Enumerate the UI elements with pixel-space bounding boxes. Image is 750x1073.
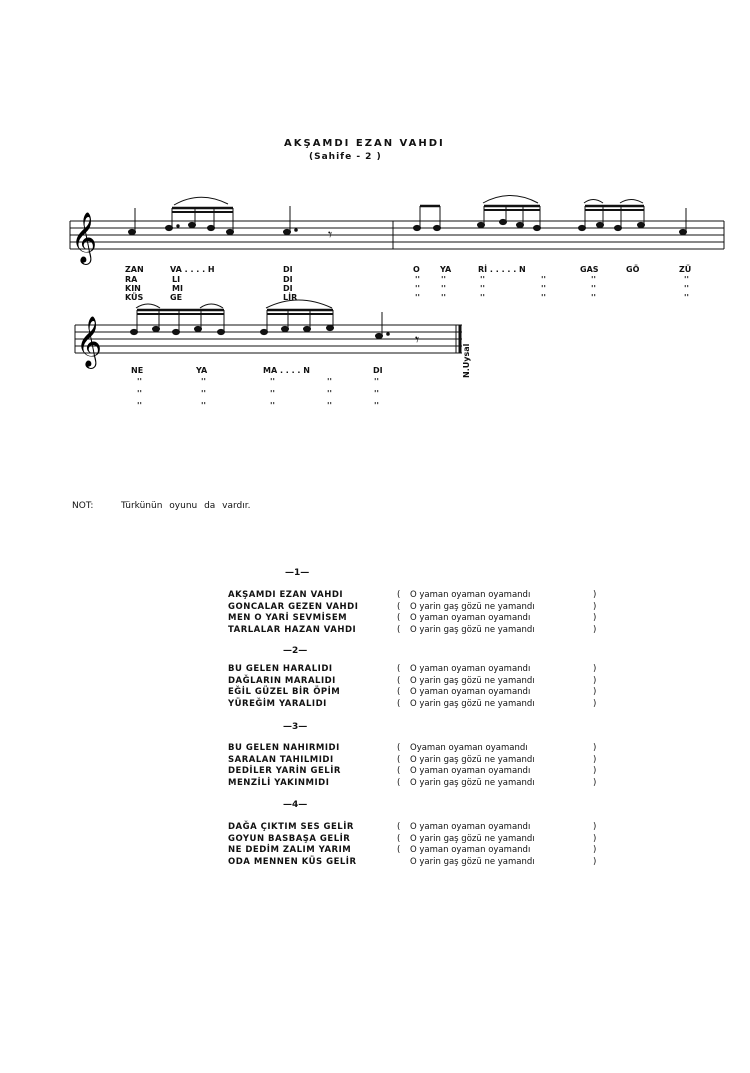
lyric: DI	[283, 265, 293, 274]
verse-line: ODA MENNEN KÜS GELİR	[228, 856, 357, 867]
lyric: ''	[441, 275, 446, 284]
verse-line: YÜREĞİM YARALIDI	[228, 698, 327, 709]
lyric: RA	[125, 275, 138, 284]
verse-line: MEN O YARİ SEVMİSEM	[228, 613, 348, 623]
treble-clef-icon: 𝄞	[76, 316, 103, 367]
refrain-line: O yarin gaş gözü ne yamandı	[410, 624, 535, 635]
verse-2-lines	[228, 664, 340, 710]
lyric: YA	[196, 366, 208, 375]
lyric: ''	[415, 293, 420, 302]
refrain-line: O yaman oyaman oyamandı	[410, 845, 531, 855]
lyric: ''	[201, 389, 206, 398]
lyric: ''	[415, 284, 420, 293]
lyric: ''	[480, 284, 485, 293]
verse-3-refrains	[410, 743, 535, 789]
page-subtitle: (Sahife - 2 )	[309, 152, 382, 162]
lyric: ''	[415, 275, 420, 284]
lyric: GE	[170, 293, 183, 302]
verse-line: MENZİLİ YAKINMIDI	[228, 777, 330, 788]
lyric: ''	[327, 401, 332, 410]
verse-line: NE DEDİM ZALIM YARIM	[228, 845, 352, 855]
treble-clef-icon: 𝄞	[71, 212, 98, 263]
lyric: ''	[137, 401, 142, 410]
lyric: ''	[374, 377, 379, 386]
verse-heading: —3—	[283, 722, 308, 732]
lyric: ''	[270, 401, 275, 410]
refrain-line: O yarin gaş gözü ne yamandı	[410, 856, 535, 867]
lyric: Rİ . . . . . N	[478, 265, 526, 274]
lyric: DI	[283, 275, 293, 284]
verse-2-refrains	[410, 664, 535, 710]
lyric: GÖ	[626, 265, 640, 274]
refrain-line: O yaman oyaman oyamandı	[410, 664, 531, 674]
lyric: ''	[591, 284, 596, 293]
refrain-line: O yarin gaş gözü ne yamandı	[410, 754, 535, 765]
lyric: NE	[131, 366, 144, 375]
lyric: ZAN	[125, 265, 144, 274]
verse-heading: —4—	[283, 800, 308, 810]
refrain-line: O yaman oyaman oyamandı	[410, 613, 531, 623]
refrain-line: O yarin gaş gözü ne yamandı	[410, 833, 535, 844]
refrain-line: Oyaman oyaman oyamandı	[410, 743, 528, 753]
verse-heading: —1—	[285, 568, 310, 578]
verse-1-refrains	[410, 590, 535, 636]
lyric: KIN	[125, 284, 141, 293]
lyric: ''	[137, 389, 142, 398]
lyric: ZÜ	[679, 265, 692, 274]
lyric: ''	[591, 275, 596, 284]
composer-signature: N.Uysal	[462, 343, 471, 378]
lyric: DI	[283, 284, 293, 293]
verse-line: GOYUN BASBAŞA GELİR	[228, 833, 351, 844]
lyric: ''	[374, 401, 379, 410]
lyric: ''	[541, 275, 546, 284]
svg-text:𝄾: 𝄾	[415, 330, 420, 349]
verse-line: BU GELEN HARALIDI	[228, 664, 333, 674]
lyric: LİR	[283, 293, 298, 302]
close-parens: ) ) ) )	[593, 664, 597, 709]
lyric: ''	[541, 284, 546, 293]
verse-line: AKŞAMDI EZAN VAHDI	[228, 590, 344, 600]
lyric: ''	[591, 293, 596, 302]
lyric: ''	[684, 275, 689, 284]
verse-line: TARLALAR HAZAN VAHDI	[228, 624, 357, 635]
close-parens: ) ) ) )	[593, 822, 597, 867]
verse-heading: —2—	[283, 646, 308, 656]
verse-1-lines	[228, 590, 358, 636]
lyric: GAS	[580, 265, 599, 274]
lyric: ''	[270, 377, 275, 386]
refrain-line: O yaman oyaman oyamandı	[410, 687, 531, 697]
lyric: ''	[327, 377, 332, 386]
lyric: LI	[172, 275, 181, 284]
verse-line: GONCALAR GEZEN VAHDI	[228, 601, 359, 612]
refrain-line: O yarin gaş gözü ne yamandı	[410, 675, 535, 686]
open-parens: ( ( ( (	[397, 743, 401, 788]
lyric: VA . . . . H	[170, 265, 215, 274]
lyric: KÜS	[125, 293, 144, 302]
lyric: ''	[480, 293, 485, 302]
refrain-line: O yarin gaş gözü ne yamandı	[410, 601, 535, 612]
verse-4-refrains	[410, 822, 535, 868]
verse-line: BU GELEN NAHIRMIDI	[228, 743, 340, 753]
open-parens: ( ( (	[397, 822, 401, 855]
verse-line: DEDİLER YARİN GELİR	[228, 766, 341, 776]
lyric: ''	[201, 401, 206, 410]
refrain-line: O yaman oyaman oyamandı	[410, 766, 531, 776]
lyric: YA	[440, 265, 452, 274]
open-parens: ( ( ( (	[397, 664, 401, 709]
lyric: ''	[684, 293, 689, 302]
lyric: MI	[172, 284, 183, 293]
refrain-line: O yaman oyaman oyamandı	[410, 822, 531, 832]
lyric: ''	[374, 389, 379, 398]
lyric: ''	[137, 377, 142, 386]
note-text: Türkünün oyunu da vardır.	[121, 501, 251, 511]
verse-3-lines	[228, 743, 341, 789]
lyric: MA . . . . N	[263, 366, 310, 375]
lyric: ''	[441, 284, 446, 293]
lyric: O	[413, 265, 420, 274]
verse-line: EĞİL GÜZEL BİR ÖPİM	[228, 687, 341, 697]
song-title: AKŞAMDI EZAN VAHDI	[284, 138, 445, 149]
refrain-line: O yarin gaş gözü ne yamandı	[410, 698, 535, 709]
lyric: ''	[684, 284, 689, 293]
lyric: ''	[201, 377, 206, 386]
verse-line: DAĞLARIN MARALIDI	[228, 675, 336, 686]
lyric: ''	[480, 275, 485, 284]
refrain-line: O yaman oyaman oyamandı	[410, 590, 531, 600]
lyric: DI	[373, 366, 383, 375]
open-parens: ( ( ( (	[397, 590, 401, 635]
verse-4-lines	[228, 822, 357, 868]
lyric: ''	[270, 389, 275, 398]
lyric: ''	[541, 293, 546, 302]
lyric: ''	[441, 293, 446, 302]
refrain-line: O yarin gaş gözü ne yamandı	[410, 777, 535, 788]
lyric: ''	[327, 389, 332, 398]
close-parens: ) ) ) )	[593, 590, 597, 635]
close-parens: ) ) ) )	[593, 743, 597, 788]
note-label: NOT:	[72, 501, 94, 511]
music-staff-1	[0, 0, 750, 300]
verse-line: SARALAN TAHILMIDI	[228, 754, 334, 765]
svg-text:𝄾: 𝄾	[328, 225, 333, 244]
verse-line: DAĞA ÇIKTIM SES GELİR	[228, 822, 354, 832]
